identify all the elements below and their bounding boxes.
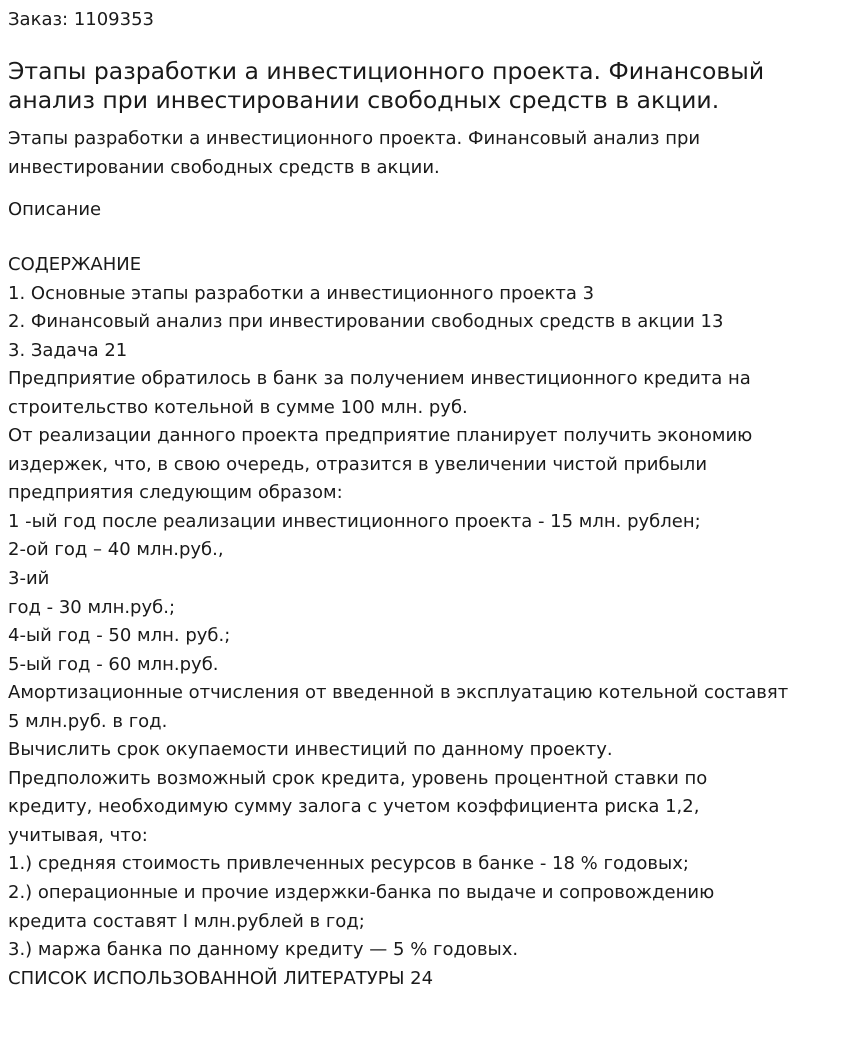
content-line: 2.) операционные и прочие издержки-банка по выдаче и сопровождению bbox=[8, 882, 715, 904]
content-line: СОДЕРЖАНИЕ bbox=[8, 254, 142, 275]
page-title: Этапы разработки а инвестиционного проекта. Финансовый анализ при инвестировании свободных средств в акции. bbox=[8, 57, 765, 114]
description-heading: Описание bbox=[8, 199, 102, 220]
content-line: 2. Финансовый анализ при инвестировании свободных средств в акции 13 bbox=[8, 311, 724, 333]
content-line: 1. Основные этапы разработки а инвестиционного проекта 3 bbox=[8, 282, 595, 304]
page-subtitle: Этапы разработки а инвестиционного проекта. Финансовый анализ при инвестировании свободных средств в акции. bbox=[8, 128, 701, 178]
content-line: 1 -ый год после реализации инвестиционного проекта - 15 млн. рублен; bbox=[8, 510, 701, 532]
content-line: предприятия следующим образом: bbox=[8, 482, 343, 504]
content-line: Предположить возможный срок кредита, уровень процентной ставки по bbox=[8, 767, 708, 789]
content-line: Предприятие обратилось в банк за получением инвестиционного кредита на bbox=[8, 368, 751, 390]
content-line: 3.) маржа банка по данному кредиту — 5 % годовых. bbox=[8, 939, 519, 961]
content-line: 5-ый год - 60 млн.руб. bbox=[8, 653, 219, 675]
content-line: От реализации данного проекта предприятие планирует получить экономию bbox=[8, 425, 753, 447]
content-line: строительство котельной в сумме 100 млн. руб. bbox=[8, 396, 468, 418]
content-line: 3. Задача 21 bbox=[8, 339, 128, 361]
description-content bbox=[8, 251, 839, 993]
content-line: 3-ий bbox=[8, 568, 50, 590]
content-line: 2-ой год – 40 млн.руб., bbox=[8, 539, 224, 561]
content-line: 4-ый год - 50 млн. руб.; bbox=[8, 625, 231, 647]
content-line: учитывая, что: bbox=[8, 824, 148, 846]
content-line: издержек, что, в свою очередь, отразится в увеличении чистой прибыли bbox=[8, 453, 708, 475]
content-line: кредиту, необходимую сумму залога с учетом коэффициента риска 1,2, bbox=[8, 796, 700, 818]
content-line: СПИСОК ИСПОЛЬЗОВАННОЙ ЛИТЕРАТУРЫ 24 bbox=[8, 967, 434, 989]
content-line: год - 30 млн.руб.; bbox=[8, 596, 176, 618]
content-line: Амортизационные отчисления от введенной в эксплуатацию котельной составят bbox=[8, 682, 789, 704]
content-line: 1.) средняя стоимость привлеченных ресурсов в банке - 18 % годовых; bbox=[8, 853, 689, 875]
content-line: 5 млн.руб. в год. bbox=[8, 710, 168, 732]
order-number: Заказ: 1109353 bbox=[8, 9, 154, 30]
content-line: Вычислить срок окупаемости инвестиций по данному проекту. bbox=[8, 739, 613, 761]
content-line: кредита составят I млн.рублей в год; bbox=[8, 910, 365, 932]
